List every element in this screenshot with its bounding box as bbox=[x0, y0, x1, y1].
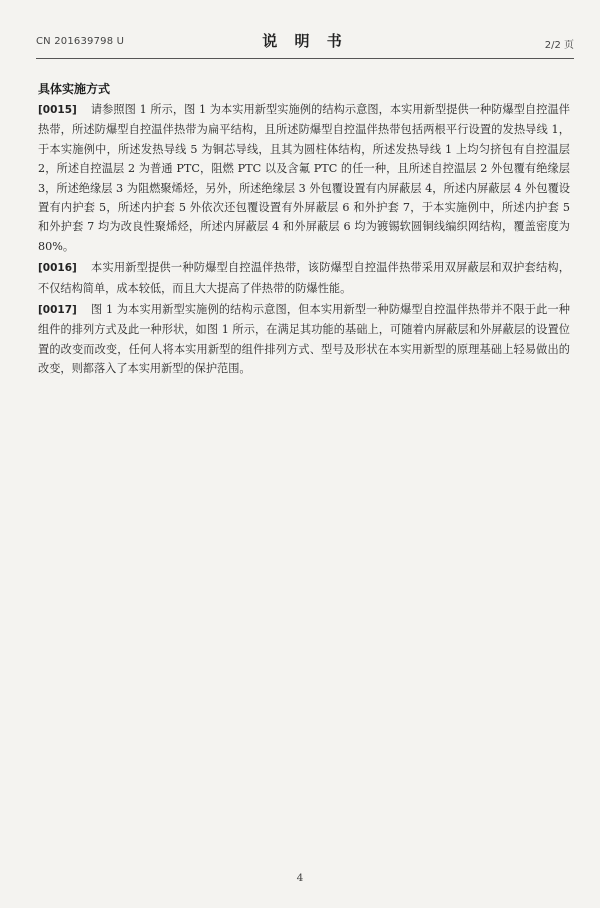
paragraph-number: [0017] bbox=[38, 304, 77, 317]
paragraph-text: 本实用新型提供一种防爆型自控温伴热带，该防爆型自控温伴热带采用双屏蔽层和双护套结构，不仅结构简单，成本较低，而且大大提高了伴热带的防爆性能。 bbox=[38, 261, 570, 295]
paragraph-0015 bbox=[38, 100, 570, 256]
header-divider bbox=[36, 58, 574, 59]
page-header bbox=[36, 28, 574, 54]
paragraph-text: 请参照图 1 所示，图 1 为本实用新型实施例的结构示意图，本实用新型提供一种防爆型自控温伴热带，所述防爆型自控温伴热带为扁平结构，且所述防爆型自控温伴热带包括两根平行设置的发热导线 1，于本实施例中，所述发热导线 5 为铜芯导线，且其为圆柱体结构，所述发热导线 1 上均匀挤包有自控温层 2，所述自控温层 2 为普通 PTC，阻燃 PTC 以及含氟 PTC 的任一种，且所述自控温层 2 外包覆有绝缘层 3，所述绝缘层 3 为阻燃聚烯烃，另外，所述绝缘层 3 外包覆设置有内屏蔽层 4，所述内屏蔽层 4 外包覆设置有内护套 5，所述内护套 5 外依次还包覆设置有外屏蔽层 6 和外护套 7，于本实施例中，所述内护套 5 和外护套 7 均为改良性聚烯烃，所述内屏蔽层 4 和外屏蔽层 6 均为镀锡软圆铜线编织网结构，覆盖密度为 80%。 bbox=[38, 103, 570, 253]
document-body bbox=[38, 80, 570, 381]
page-indicator: 2/2 页 bbox=[544, 40, 574, 51]
paragraph-text: 图 1 为本实用新型实施例的结构示意图，但本实用新型一种防爆型自控温伴热带并不限于此一种组件的排列方式及此一种形状，如图 1 所示，在满足其功能的基础上，可随着内屏蔽层和外屏蔽层的设置位置的改变而改变，任何人将本实用新型的组件排列方式、型号及形状在本实用新型的原理基础上轻易做出的改变，则都落入了本实用新型的保护范围。 bbox=[38, 303, 570, 376]
page-number: 4 bbox=[296, 872, 304, 884]
paragraph-number: [0015] bbox=[38, 104, 77, 116]
paragraph-number: [0016] bbox=[38, 262, 77, 275]
paragraph-0016 bbox=[38, 258, 570, 298]
section-title: 具体实施方式 bbox=[38, 82, 111, 96]
publication-number: CN 201639798 U bbox=[36, 36, 125, 47]
paragraph-0017 bbox=[38, 300, 570, 379]
document-title: 说 明 书 bbox=[262, 32, 348, 50]
